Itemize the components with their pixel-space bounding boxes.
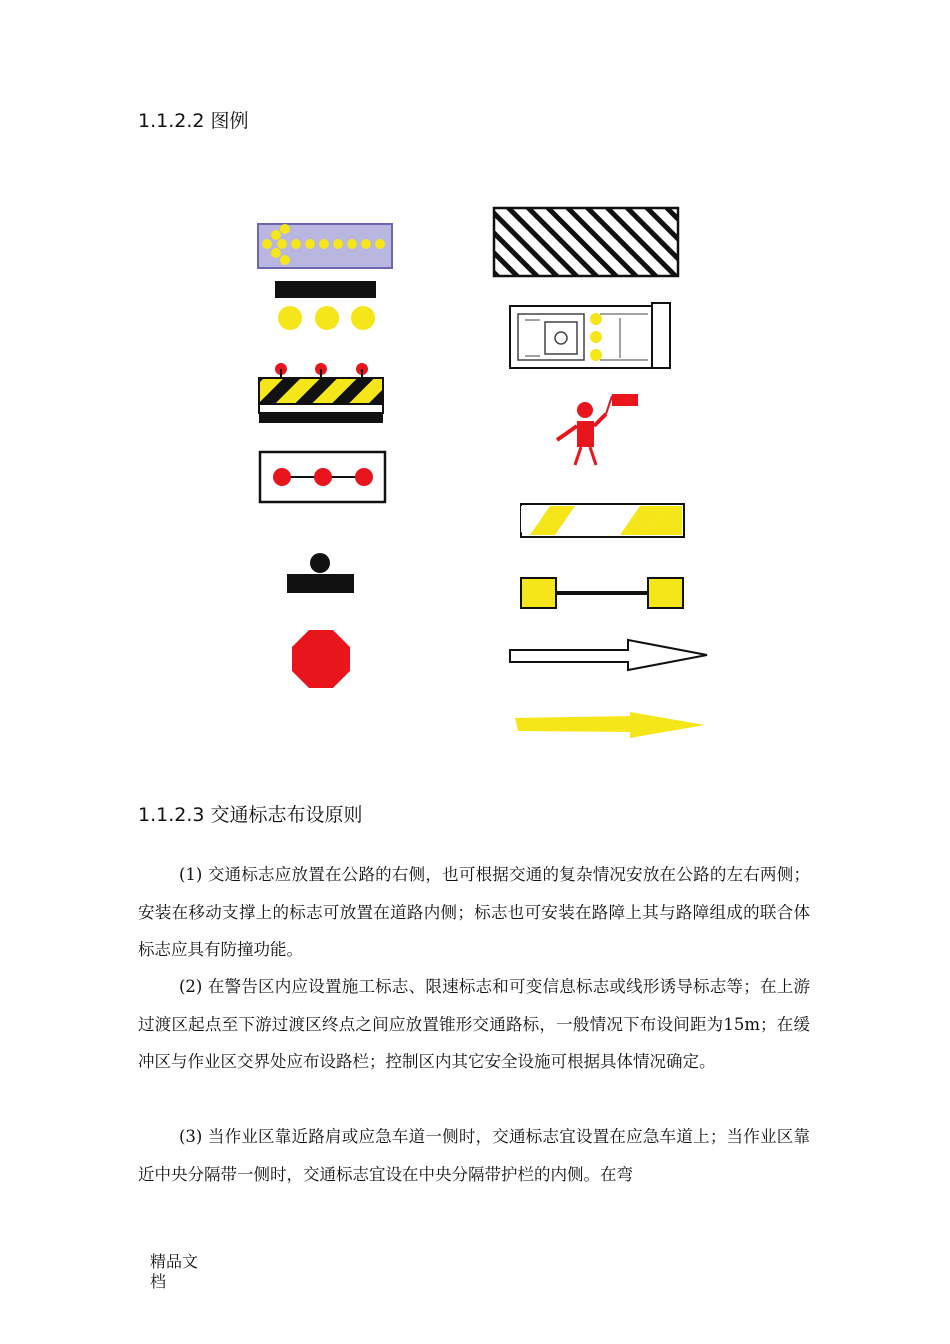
yellow-arrow-icon bbox=[515, 712, 705, 738]
paragraph-2: (2) 在警告区内应设置施工标志、限速标志和可变信息标志或线形诱导标志等；在上游过渡区起点至下游过渡区终点之间应放置锥形交通路标，一般情况下布设间距为15m；在缓冲区与作业区交界处应布设路栏；控制区内其它安全设施可根据具体情况确定。 bbox=[138, 977, 810, 1071]
flagger-icon bbox=[557, 394, 638, 465]
footer-watermark: 精品文档 bbox=[150, 1252, 199, 1291]
red-lamp-barrier-icon bbox=[260, 452, 385, 502]
section-heading-principles: 1.1.2.3 交通标志布设原则 bbox=[138, 804, 363, 826]
section-heading-legend: 1.1.2.2 图例 bbox=[138, 110, 249, 132]
warning-light-bar-icon bbox=[275, 281, 376, 330]
arrow-board-icon bbox=[258, 224, 392, 268]
fence-barrier-icon bbox=[521, 578, 683, 608]
stop-sign-icon bbox=[292, 630, 350, 688]
barrier-with-lamps-icon bbox=[259, 363, 383, 423]
paragraph-1: (1) 交通标志应放置在公路的右侧，也可根据交通的复杂情况安放在公路的左右两侧；安装在移动支撑上的标志可放置在道路内侧；标志也可安装在路障上其与路障组成的联合体标志应具有防撞功能。 bbox=[138, 865, 810, 959]
paragraph-3: (3) 当作业区靠近路肩或应急车道一侧时，交通标志宜设置在应急车道上；当作业区靠近中央分隔带一侧时，交通标志宜设在中央分隔带护栏的内侧。在弯 bbox=[138, 1127, 810, 1184]
work-vehicle-icon bbox=[510, 303, 670, 368]
white-arrow-icon bbox=[510, 640, 707, 670]
striped-barrier-icon bbox=[521, 504, 684, 537]
work-zone-hatched-area-icon bbox=[494, 208, 678, 276]
traffic-cone-icon bbox=[287, 553, 354, 593]
